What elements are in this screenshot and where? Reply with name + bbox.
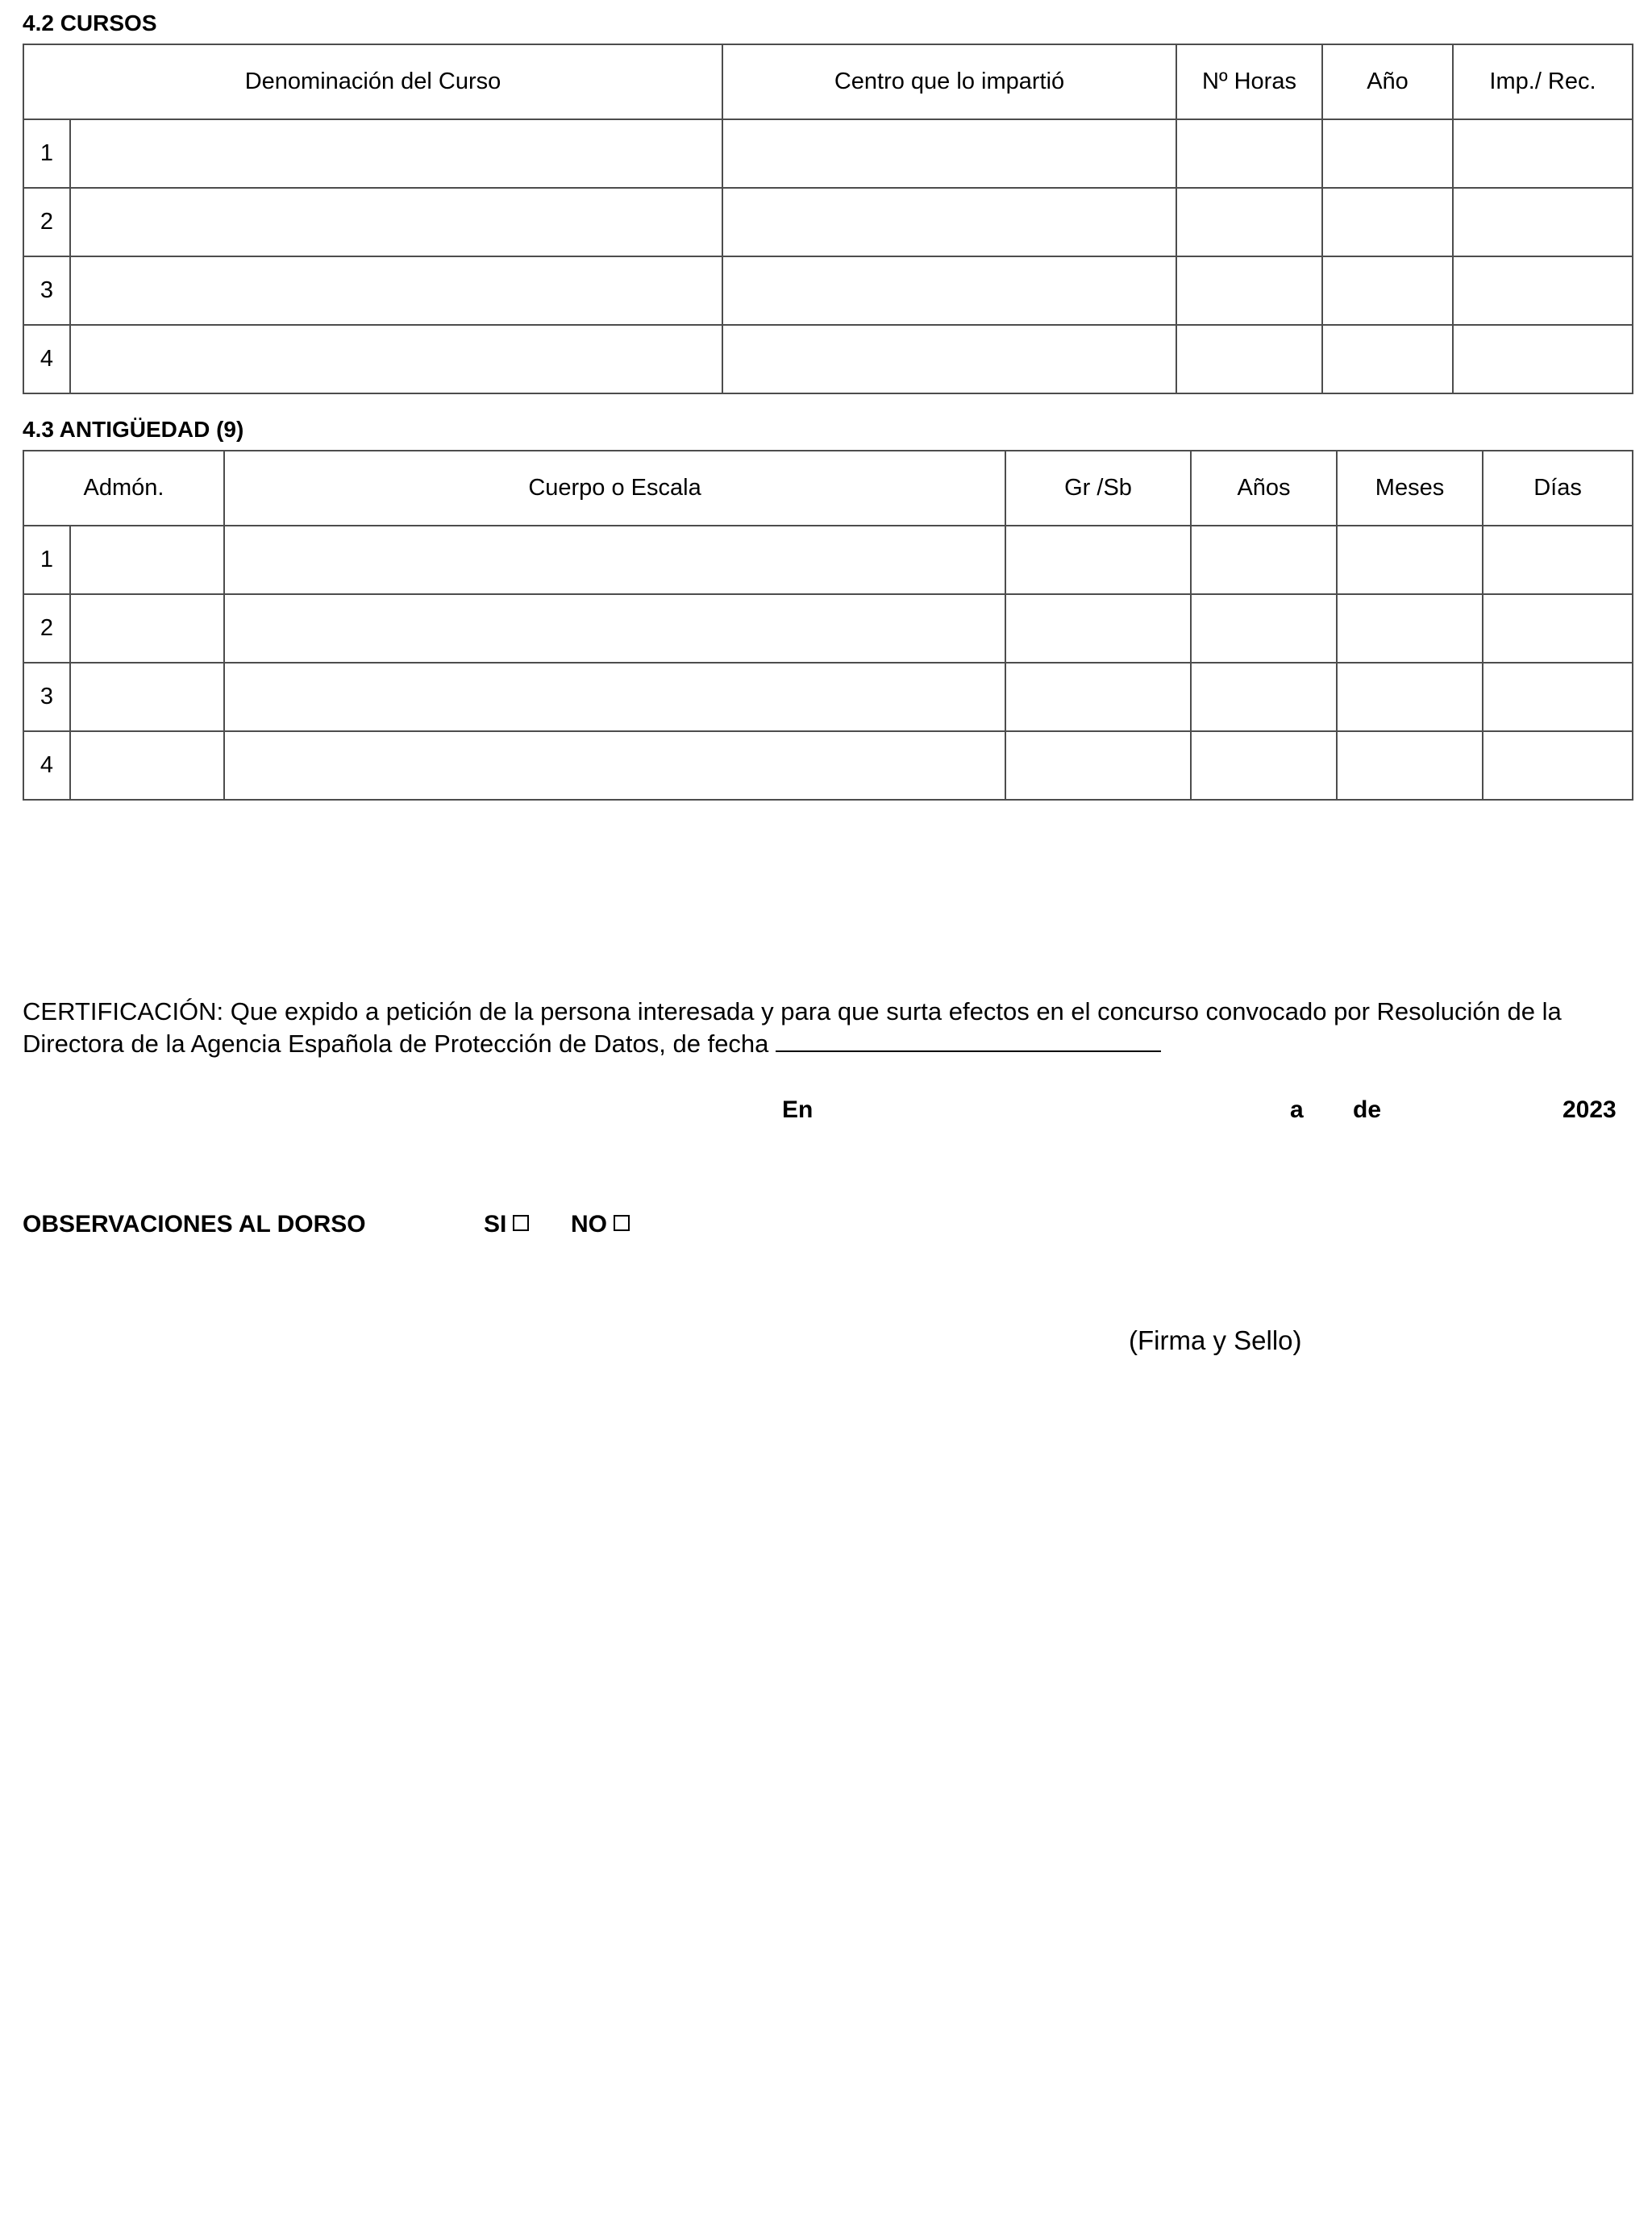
cursos-table [23,44,1633,394]
row-number: 3 [23,256,70,325]
header-imp-rec: Imp./ Rec. [1453,44,1633,119]
denominacion-cell[interactable] [70,325,722,393]
header-meses: Meses [1337,451,1483,526]
centro-cell[interactable] [722,256,1176,325]
no-checkbox[interactable] [614,1215,630,1231]
horas-cell[interactable] [1176,325,1322,393]
anios-cell[interactable] [1191,594,1337,663]
si-checkbox[interactable] [513,1215,529,1231]
cuerpo-cell[interactable] [224,594,1005,663]
meses-cell[interactable] [1337,526,1483,594]
row-number: 2 [23,188,70,256]
table-row [23,526,1633,594]
table-row [23,325,1633,393]
observaciones-label: OBSERVACIONES AL DORSO [23,1211,366,1238]
denominacion-cell[interactable] [70,119,722,188]
row-number: 4 [23,731,70,800]
table-header-row [23,451,1633,526]
date-a-label: a [1290,1096,1304,1123]
imp-rec-cell[interactable] [1453,325,1633,393]
date-en-label: En [782,1096,814,1123]
anio-cell[interactable] [1322,256,1453,325]
anio-cell[interactable] [1322,119,1453,188]
anio-cell[interactable] [1322,188,1453,256]
meses-cell[interactable] [1337,663,1483,731]
imp-rec-cell[interactable] [1453,188,1633,256]
dias-cell[interactable] [1483,526,1633,594]
meses-cell[interactable] [1337,594,1483,663]
table-row [23,188,1633,256]
header-anios: Años [1191,451,1337,526]
fecha-blank-field[interactable] [776,1030,1161,1052]
row-number: 4 [23,325,70,393]
table-row [23,663,1633,731]
meses-cell[interactable] [1337,731,1483,800]
admon-cell[interactable] [70,731,224,800]
gr-sb-cell[interactable] [1005,594,1191,663]
section-title-antiguedad: 4.3 ANTIGÜEDAD (9) [23,417,244,442]
section-title-cursos: 4.2 CURSOS [23,10,157,35]
header-anio: Año [1322,44,1453,119]
observaciones-no-option[interactable] [571,1211,630,1238]
centro-cell[interactable] [722,188,1176,256]
no-label: NO [571,1211,607,1238]
row-number: 2 [23,594,70,663]
horas-cell[interactable] [1176,119,1322,188]
denominacion-cell[interactable] [70,188,722,256]
gr-sb-cell[interactable] [1005,663,1191,731]
gr-sb-cell[interactable] [1005,731,1191,800]
imp-rec-cell[interactable] [1453,256,1633,325]
si-label: SI [484,1211,507,1238]
table-header-row [23,44,1633,119]
admon-cell[interactable] [70,663,224,731]
anios-cell[interactable] [1191,731,1337,800]
header-dias: Días [1483,451,1633,526]
anio-cell[interactable] [1322,325,1453,393]
cuerpo-cell[interactable] [224,663,1005,731]
horas-cell[interactable] [1176,256,1322,325]
dias-cell[interactable] [1483,594,1633,663]
anios-cell[interactable] [1191,663,1337,731]
centro-cell[interactable] [722,119,1176,188]
antiguedad-table [23,450,1633,801]
date-de-label: de [1353,1096,1382,1123]
dias-cell[interactable] [1483,731,1633,800]
header-denominacion: Denominación del Curso [23,44,722,119]
table-row [23,119,1633,188]
horas-cell[interactable] [1176,188,1322,256]
admon-cell[interactable] [70,526,224,594]
imp-rec-cell[interactable] [1453,119,1633,188]
header-gr-sb: Gr /Sb [1005,451,1191,526]
cuerpo-cell[interactable] [224,731,1005,800]
dias-cell[interactable] [1483,663,1633,731]
anios-cell[interactable] [1191,526,1337,594]
table-row [23,731,1633,800]
centro-cell[interactable] [722,325,1176,393]
row-number: 1 [23,526,70,594]
row-number: 1 [23,119,70,188]
gr-sb-cell[interactable] [1005,526,1191,594]
header-horas: Nº Horas [1176,44,1322,119]
denominacion-cell[interactable] [70,256,722,325]
header-admon: Admón. [23,451,224,526]
header-cuerpo: Cuerpo o Escala [224,451,1005,526]
certificacion-paragraph [23,996,1635,1060]
cuerpo-cell[interactable] [224,526,1005,594]
table-row [23,256,1633,325]
signature-label: (Firma y Sello) [1129,1325,1302,1355]
observaciones-si-option[interactable] [484,1211,529,1238]
certificacion-text: CERTIFICACIÓN: Que expido a petición de la persona interesada y para que surta efectos en el concurso convocado por Resolución de la Directora de la Agencia Española de Protección de Datos, de fecha [23,997,1562,1058]
header-centro: Centro que lo impartió [722,44,1176,119]
admon-cell[interactable] [70,594,224,663]
row-number: 3 [23,663,70,731]
table-row [23,594,1633,663]
date-year: 2023 [1563,1096,1617,1123]
